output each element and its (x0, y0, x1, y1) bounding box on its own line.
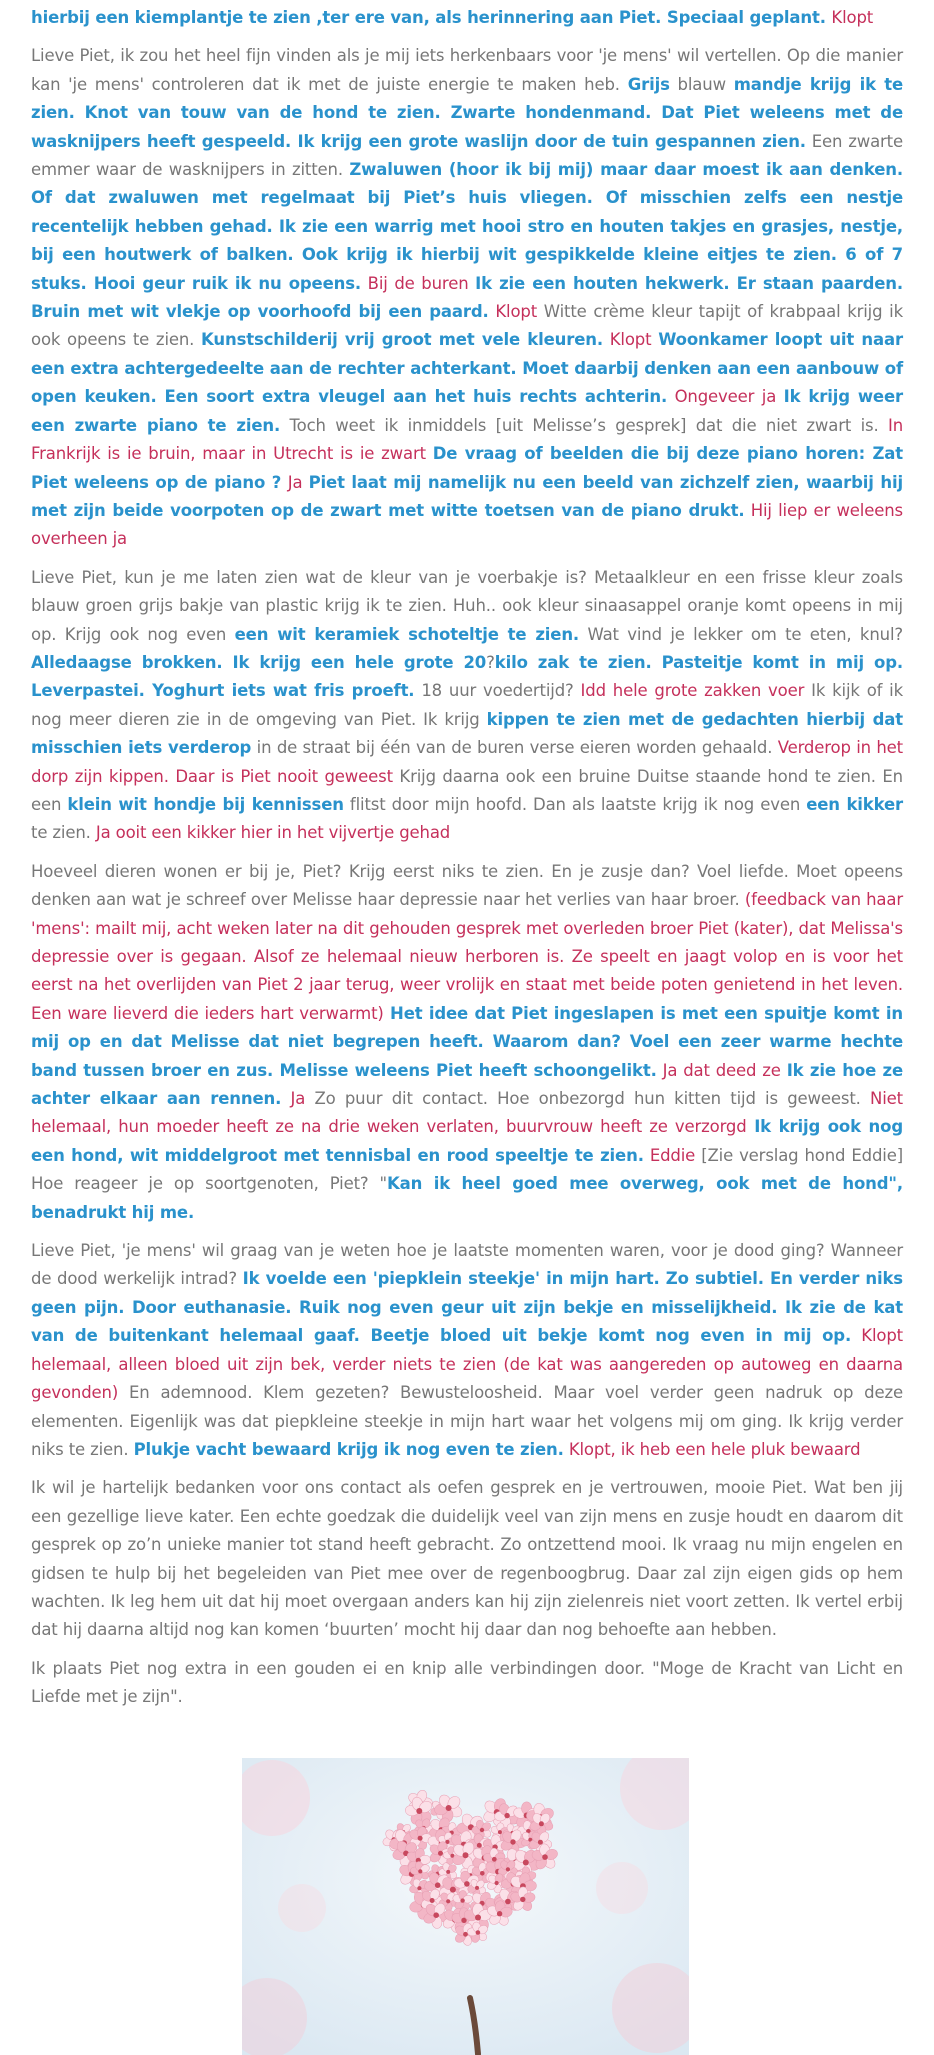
paragraph-food-and-animals (31, 564, 903, 848)
narrative-text: ? (486, 652, 495, 672)
narrative-text: in de straat bij één van de buren verse eieren worden gehaald. (251, 738, 778, 758)
feedback-text: Ja ooit een kikker hier in het vijvertje gehad (95, 823, 451, 843)
reading-text: De vraag of beelden die bij deze piano horen: Zat Piet weleens op de piano ? (31, 444, 903, 492)
reading-text: Ik krijg weer een zwarte piano te zien. (31, 387, 903, 435)
reading-text: mandje krijg ik te zien. Knot van touw van de hond te zien. Zwarte hondenmand. Dat Piet weleens met de wasknijpers heeft gespeeld. Ik krijg een grote waslijn door de tuin gespannen zien. (31, 74, 904, 151)
narrative-text: flitst door mijn hoofd. Dan als laatste krijg ik nog even (343, 794, 807, 814)
feedback-text: Klopt, ik heb een hele pluk bewaard (563, 1439, 861, 1459)
feedback-text: Niet helemaal, hun moeder heeft ze na drie weken verlaten, buurvrouw heeft ze verzorgd (31, 1089, 903, 1137)
paragraph-closing (31, 1655, 903, 1712)
reading-text: hierbij een kiemplantje te zien ,ter ere van, als herinnering aan Piet. Speciaal geplant. (31, 8, 832, 27)
reading-text: Grijs (627, 74, 670, 94)
reading-text: een kikker (806, 794, 904, 814)
feedback-text: Klopt (831, 8, 874, 27)
paragraph-last-moments (31, 1237, 903, 1464)
feedback-text: Ja (281, 1089, 306, 1109)
reading-text: Woonkamer loopt uit naar een extra achtergedeelte aan de rechter achterkant. Moet daarbij denken aan een aanbouw of open keuken. Een soort extra vleugel aan het huis rechts achterin. (31, 330, 903, 407)
feedback-text: Verderop in het dorp zijn kippen. Daar is Piet nooit geweest (31, 738, 903, 786)
narrative-text: Ik wil je hartelijk bedanken voor ons contact als oefen gesprek en je vertrouwen, mooie Piet. Wat ben jij een gezellige lieve kater. Een echte goedzak die duidelijk veel van zijn mens en zusje houdt en daarom dit gesprek op zo’n unieke manier tot stand heeft gebracht. Zo ontzettend mooi. Ik vraag nu mijn engelen en gidsen te hulp bij het begeleiden van Piet mee over de regenboogbrug. Daar zal zijn eigen gids op hem wachten. Ik leg hem uit dat hij moet overgaan anders kan hij zijn zielenreis niet voort zetten. Ik vertel erbij dat hij daarna altijd nog kan komen ‘buurten’ mocht hij daar dan nog behoefte aan hebben. (31, 1478, 903, 1640)
narrative-text: blauw (669, 74, 734, 94)
narrative-text: Witte crème kleur tapijt of krabpaal krijg ik ook opeens te zien. (31, 302, 903, 350)
reading-text: kippen te zien met de gedachten hierbij dat misschien iets verderop (31, 709, 903, 758)
reading-text: Ik zie een houten hekwerk. Er staan paarden. Bruin met wit vlekje op voorhoofd bij een paard. (31, 273, 903, 322)
narrative-text: Wat vind je lekker om te eten, knul? (579, 624, 903, 644)
feedback-text: Ja dat deed ze (656, 1060, 787, 1080)
feedback-text: (feedback van haar 'mens': mailt mij, acht weken later na dit gehouden gesprek met overleden broer Piet (kater), dat Melissa's depressie over is gegaan. Alsof ze helemaal nieuw herboren is. Ze speelt en jaagt volop en is voor het eerst na het overlijden van Piet 2 jaar terug, weer vrolijk en staat met beide poten genietend in het leven. Een ware lieverd die ieders hart verwarmt) (31, 890, 903, 1023)
narrative-text: Lieve Piet, 'je mens' wil graag van je weten hoe je laatste momenten waren, voor je dood ging? Wanneer de dood werkelijk intrad? (31, 1241, 903, 1289)
feedback-text: Ja (287, 472, 309, 492)
reading-text: Alledaagse brokken. Ik krijg een hele grote 20 (31, 652, 487, 672)
reading-text: Ik voelde een 'piepklein steekje' in mijn hart. Zo subtiel. En verder niks geen pijn. Door euthanasie. Ruik nog even geur uit zijn bekje en misselijkheid. Ik zie de kat van de buitenkant helemaal gaaf. Beetje bloed uit bekje komt nog even in mij op. (31, 1269, 903, 1346)
paragraph-thanks (31, 1474, 903, 1644)
reading-text: Plukje vacht bewaard krijg ik nog even te zien. (133, 1439, 564, 1459)
narrative-text: 18 uur voedertijd? (414, 681, 581, 701)
narrative-text: te zien. (31, 823, 96, 843)
feedback-text: In Frankrijk is ie bruin, maar in Utrecht is ie zwart (31, 415, 904, 464)
reading-text: klein wit hondje bij kennissen (67, 794, 344, 814)
feedback-text: Eddie (643, 1145, 696, 1165)
narrative-text: Hoeveel dieren wonen er bij je, Piet? Krijg eerst niks te zien. En je zusje dan? Voel liefde. Moet opeens denken aan wat je schreef over Melisse haar depressie naar het verlies van haar broer. (31, 861, 903, 910)
reading-text: Kunstschilderij vrij groot met vele kleuren. (201, 330, 603, 350)
narrative-text: Lieve Piet, kun je me laten zien wat de kleur van je voerbakje is? Metaalkleur en een frisse kleur zoals blauw groen grijs bakje van plastic krijg ik te zien. Huh.. ook kleur sinaasappel oranje komt opeens in mij op. Krijg ook nog even (31, 567, 903, 644)
narrative-text: Lieve Piet, ik zou het heel fijn vinden als je mij iets herkenbaars voor 'je mens' wil vertellen. Op die manier kan 'je mens' controleren dat ik met de juiste energie te maken heb. (31, 46, 903, 94)
narrative-text: Ik kijk of ik nog meer dieren zie in de omgeving van Piet. Ik krijg (31, 681, 904, 729)
narrative-text: Zo puur dit contact. Hoe onbezorgd hun kitten tijd is geweest. (305, 1089, 871, 1109)
narrative-text: En ademnood. Klem gezeten? Bewusteloosheid. Maar voel verder geen nadruk op deze elementen. Eigenlijk was dat piepkleine steekje in mijn hart waar het volgens mij om ging. Ik krijg verder niks te zien. (31, 1383, 903, 1459)
paragraph-sister (31, 858, 903, 1227)
feedback-text: Idd hele grote zakken voer (580, 681, 805, 701)
narrative-text: Een zwarte emmer waar de wasknijpers in zitten. (31, 131, 904, 180)
feedback-text: Bij de buren (361, 273, 476, 293)
reading-text: Piet laat mij namelijk nu een beeld van zichzelf zien, waarbij hij met zijn beide voorpoten op de zwart met witte toetsen van de piano drukt. (31, 472, 904, 520)
heart-blossom-photo (242, 1758, 689, 2055)
reading-text: kilo zak te zien. Pasteitje komt in mij op. Leverpastei. Yoghurt iets wat fris proeft. (31, 652, 903, 701)
reading-text: Zwaluwen (hoor ik bij mij) maar daar moest ik aan denken. Of dat zwaluwen met regelmaat bij Piet’s huis vliegen. Of misschien zelfs een nestje recentelijk hebben gehad. Ik zie een warrig met hooi stro en houten takjes en grasjes, nestje, bij een houtwerk of balken. Ook krijg ik hierbij wit gespikkelde kleine eitjes te zien. 6 of 7 stuks. Hooi geur ruik ik nu opeens. (31, 160, 903, 293)
reading-text: Kan ik heel goed mee overweg, ook met de hond", benadrukt hij me. (31, 1174, 903, 1222)
narrative-text: [Zie verslag hond Eddie] Hoe reageer je op soortgenoten, Piet? " (31, 1145, 904, 1194)
article-body (31, 0, 903, 2055)
feedback-text: Hij liep er weleens overheen ja (31, 500, 903, 549)
blossom-heart-illustration (242, 1758, 689, 2055)
reading-text: Het idee dat Piet ingeslapen is met een spuitje komt in mij op en dat Melisse dat niet begrepen heeft. Waarom dan? Voel een zeer warme hechte band tussen broer en zus. Melisse weleens Piet heeft schoongelikt. (31, 1003, 903, 1080)
feedback-text: Klopt (488, 302, 538, 322)
feedback-text: Klopt (603, 330, 659, 350)
feedback-text: Ongeveer ja (667, 387, 784, 407)
reading-text: Ik zie hoe ze achter elkaar aan rennen. (31, 1060, 904, 1109)
narrative-text: Krijg daarna ook een bruine Duitse staande hond te zien. En een (31, 766, 903, 814)
reading-text: Ik krijg ook nog een hond, wit middelgroot met tennisbal en rood speeltje te zien. (31, 1117, 903, 1165)
feedback-text: Klopt helemaal, alleen bloed uit zijn bek, verder niets te zien (de kat was aangereden op autoweg en daarna gevonden) (31, 1326, 903, 1403)
narrative-text: Toch weet ik inmiddels [uit Melisse’s gesprek] dat die niet zwart is. (280, 415, 888, 435)
paragraph-intro (31, 4, 903, 32)
paragraph-recognizable (31, 42, 903, 553)
narrative-text: Ik plaats Piet nog extra in een gouden ei en knip alle verbindingen door. "Moge de Kracht van Licht en Liefde met je zijn". (31, 1658, 903, 1707)
reading-text: een wit keramiek schoteltje te zien. (234, 624, 580, 644)
